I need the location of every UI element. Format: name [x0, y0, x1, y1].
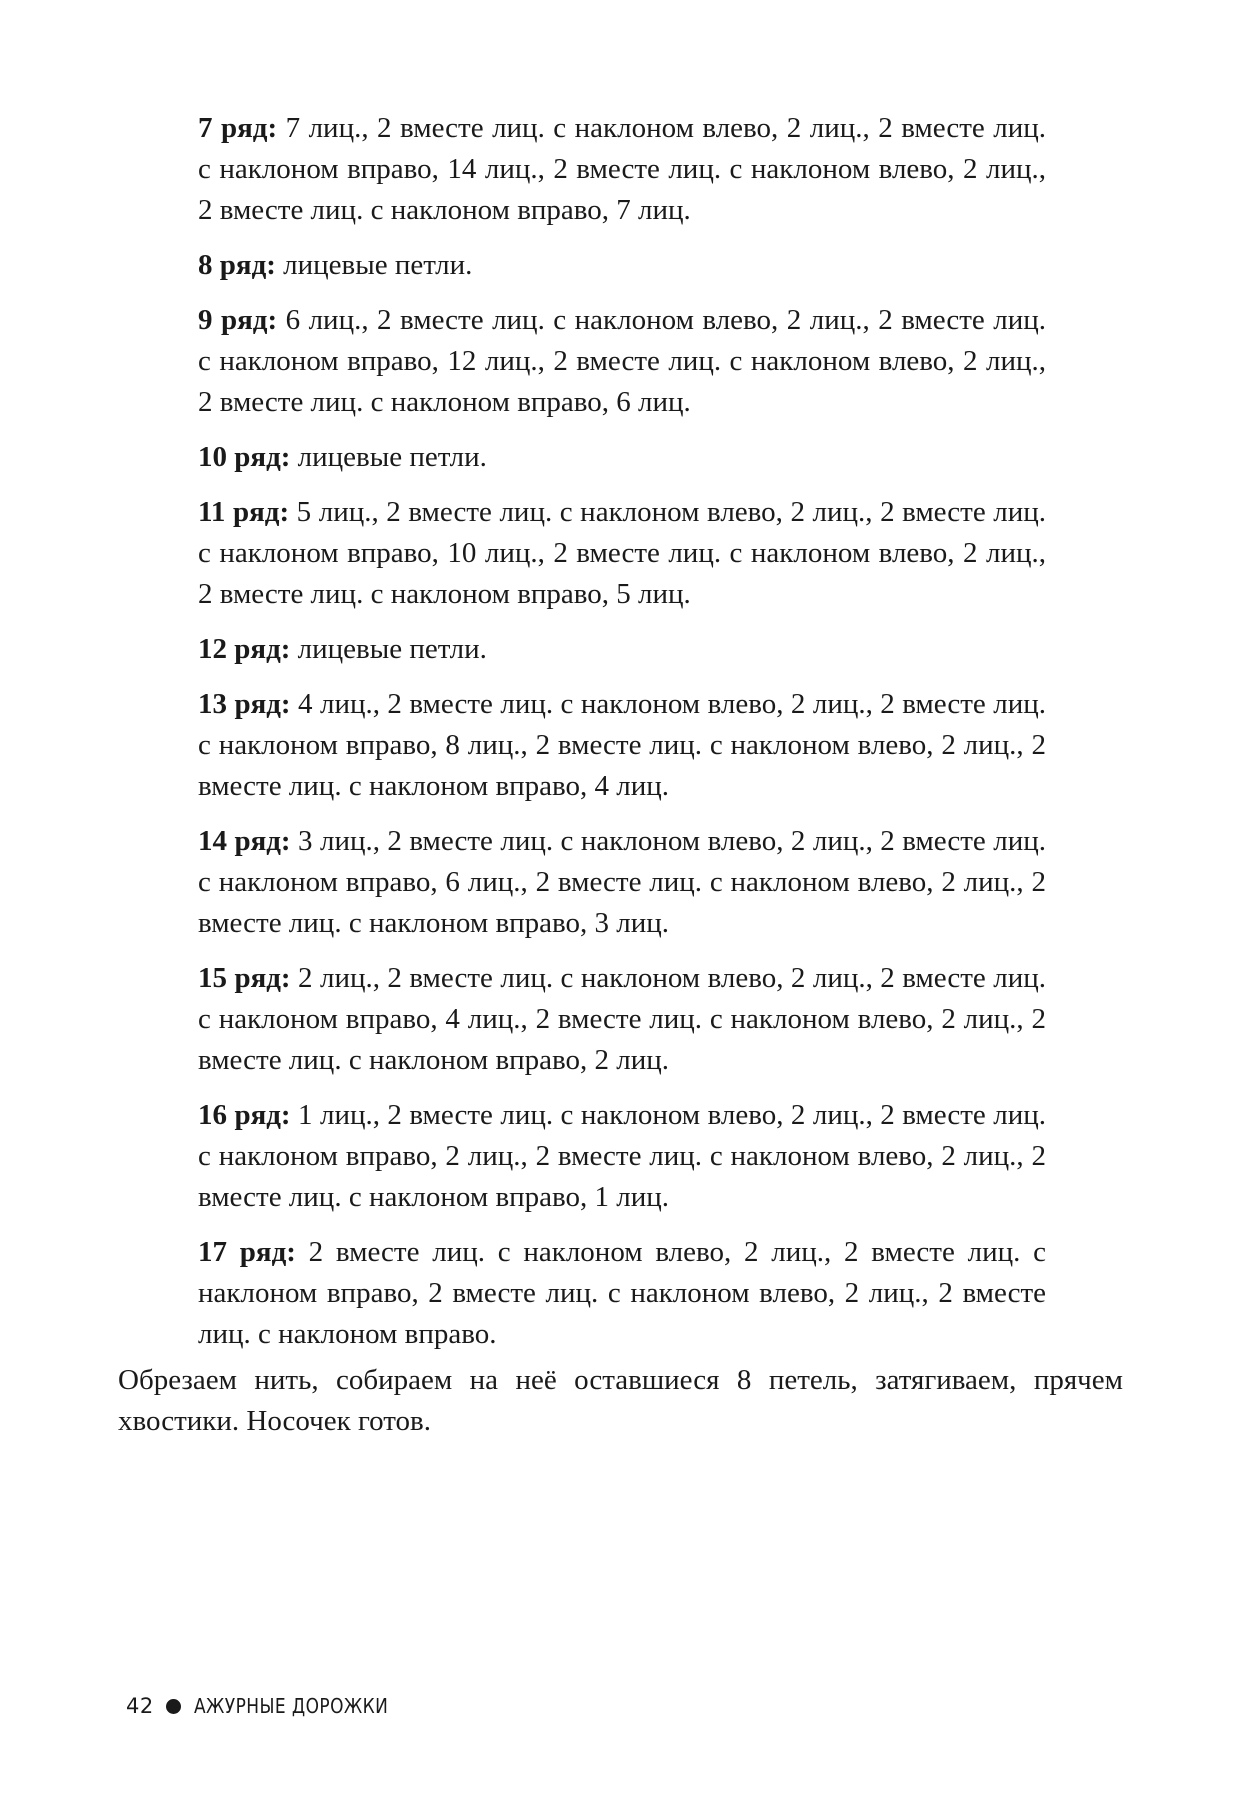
- row-label: 16 ряд:: [198, 1099, 291, 1131]
- row-label: 15 ряд:: [198, 962, 291, 994]
- row-label: 13 ряд:: [198, 688, 291, 720]
- row-instruction: [198, 958, 1046, 1081]
- row-instruction: [198, 300, 1046, 423]
- row-instruction: [198, 1232, 1046, 1355]
- closing-paragraph: Обрезаем нить, собираем на неё оставшиеся 8 петель, затягиваем, прячем хвостики. Носочек готов.: [118, 1364, 1123, 1437]
- row-label: 12 ряд:: [198, 633, 291, 665]
- row-instructions: [198, 108, 1046, 1369]
- row-text: лицевые петли.: [290, 633, 487, 665]
- row-text: 2 вместе лиц. с наклоном влево, 2 лиц., 2 вместе лиц. с наклоном вправо, 2 вместе лиц. с наклоном влево, 2 лиц., 2 вместе лиц. с наклоном вправо.: [198, 1236, 1046, 1350]
- page-footer: [126, 1690, 422, 1722]
- row-instruction: [198, 437, 1046, 478]
- row-text: 5 лиц., 2 вместе лиц. с наклоном влево, 2 лиц., 2 вместе лиц. с наклоном вправо, 10 лиц., 2 вместе лиц. с наклоном влево, 2 лиц., 2 вместе лиц. с наклоном вправо, 5 лиц.: [198, 496, 1047, 610]
- bullet-dot-icon: [166, 1699, 181, 1714]
- row-instruction: [198, 684, 1046, 807]
- row-text: 3 лиц., 2 вместе лиц. с наклоном влево, 2 лиц., 2 вместе лиц. с наклоном вправо, 6 лиц., 2 вместе лиц. с наклоном влево, 2 лиц., 2 вместе лиц. с наклоном вправо, 3 лиц.: [198, 825, 1046, 939]
- row-text: 4 лиц., 2 вместе лиц. с наклоном влево, 2 лиц., 2 вместе лиц. с наклоном вправо, 8 лиц., 2 вместе лиц. с наклоном влево, 2 лиц., 2 вместе лиц. с наклоном вправо, 4 лиц.: [198, 688, 1046, 802]
- row-instruction: [198, 629, 1046, 670]
- page-number: 42: [126, 1694, 154, 1718]
- row-text: 6 лиц., 2 вместе лиц. с наклоном влево, 2 лиц., 2 вместе лиц. с наклоном вправо, 12 лиц., 2 вместе лиц. с наклоном влево, 2 лиц., 2 вместе лиц. с наклоном вправо, 6 лиц.: [198, 304, 1046, 418]
- row-label: 17 ряд:: [198, 1236, 296, 1268]
- row-instruction: [198, 108, 1046, 231]
- row-label: 10 ряд:: [198, 441, 291, 473]
- row-label: 8 ряд:: [198, 249, 276, 281]
- row-instruction: [198, 821, 1046, 944]
- row-instruction: [198, 492, 1046, 615]
- section-title: АЖУРНЫЕ ДОРОЖКИ: [193, 1694, 388, 1718]
- row-label: 9 ряд:: [198, 304, 278, 336]
- row-label: 7 ряд:: [198, 112, 278, 144]
- row-text: 1 лиц., 2 вместе лиц. с наклоном влево, 2 лиц., 2 вместе лиц. с наклоном вправо, 2 лиц., 2 вместе лиц. с наклоном влево, 2 лиц., 2 вместе лиц. с наклоном вправо, 1 лиц.: [198, 1099, 1046, 1213]
- row-instruction: [198, 245, 1046, 286]
- row-text: 7 лиц., 2 вместе лиц. с наклоном влево, 2 лиц., 2 вместе лиц. с наклоном вправо, 14 лиц., 2 вместе лиц. с наклоном влево, 2 лиц., 2 вместе лиц. с наклоном вправо, 7 лиц.: [198, 112, 1046, 226]
- row-label: 11 ряд:: [198, 496, 290, 528]
- row-text: лицевые петли.: [290, 441, 487, 473]
- row-text: 2 лиц., 2 вместе лиц. с наклоном влево, 2 лиц., 2 вместе лиц. с наклоном вправо, 4 лиц., 2 вместе лиц. с наклоном влево, 2 лиц., 2 вместе лиц. с наклоном вправо, 2 лиц.: [198, 962, 1046, 1076]
- row-text: лицевые петли.: [275, 249, 473, 281]
- row-instruction: [198, 1095, 1046, 1218]
- row-label: 14 ряд:: [198, 825, 291, 857]
